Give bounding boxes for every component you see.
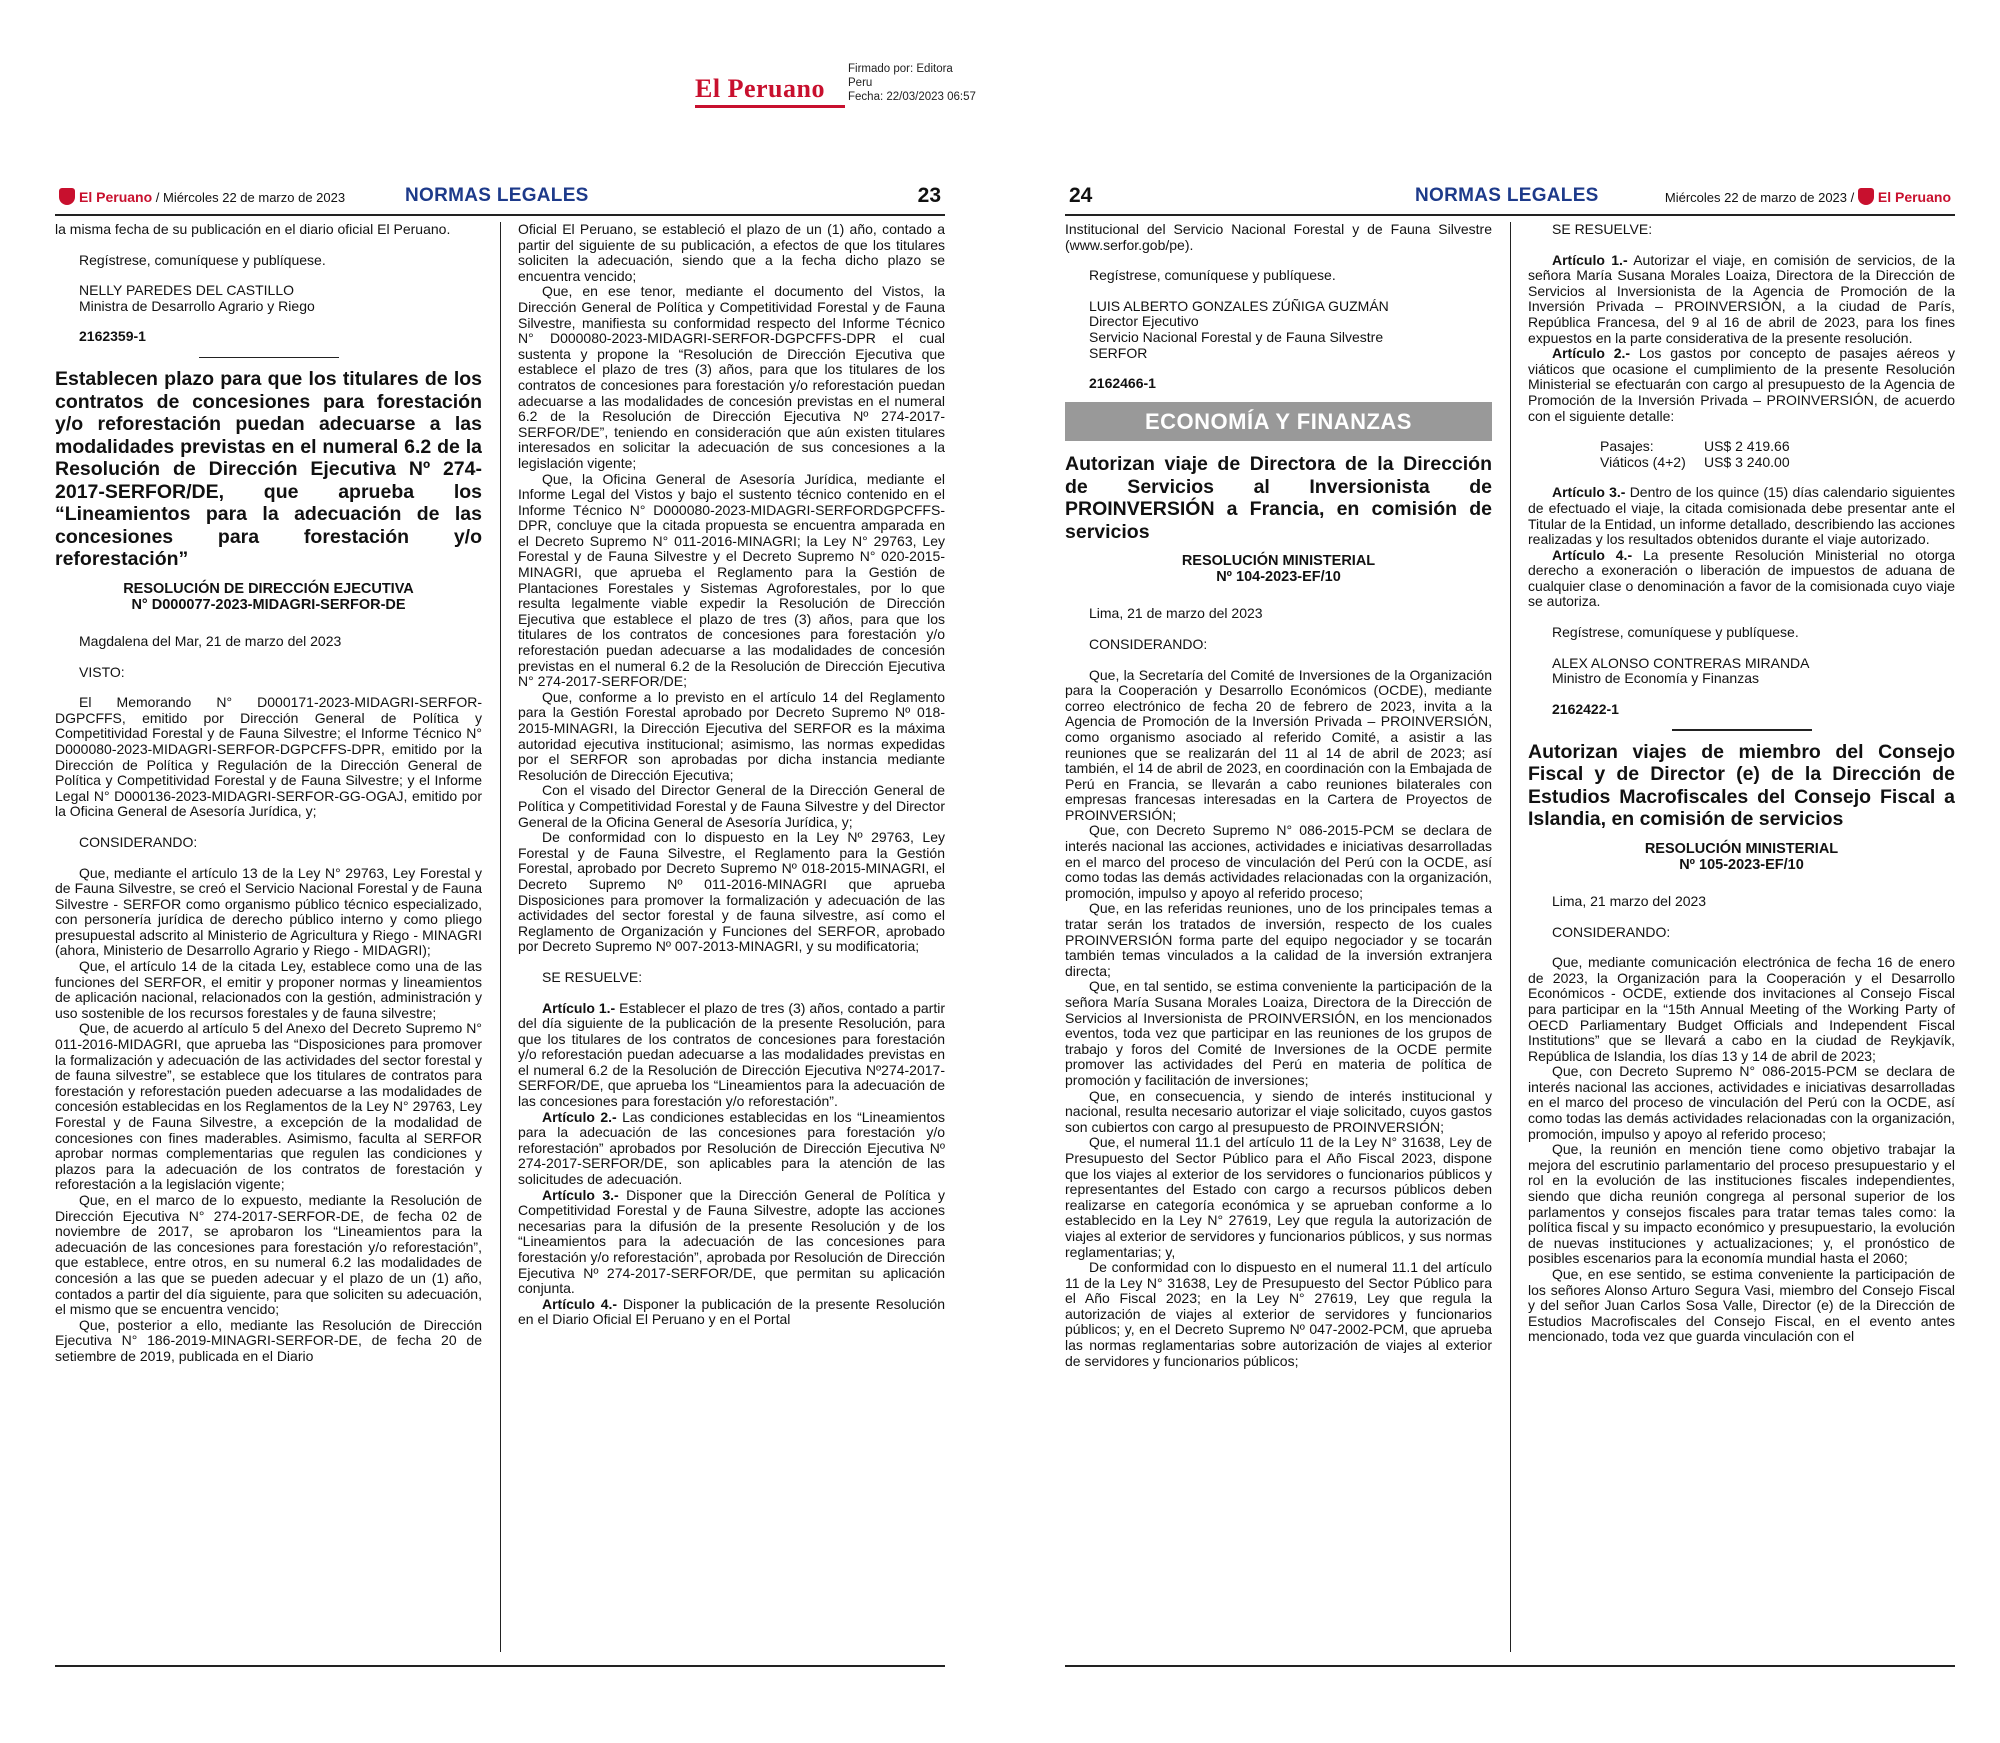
norm-title: Establecen plazo para que los titulares de los contratos de concesiones para forestación y/o reforestación puedan adecuarse a las modalidades previstas en el numeral 6.2 de la Resolución de Dirección Ejecutiva Nº 274-2017-SERFOR/DE, que aprueba los “Lineamientos para la adecuación de las concesiones para forestación y/o reforestación” — [55, 368, 482, 571]
paragraph: Que, de acuerdo al artículo 5 del Anexo del Decreto Supremo N° 011-2016-MIDAGRI, que aprueba las “Disposiciones para promover la formalización y adecuación de las actividades del sector forestal y de fauna silvestre”, se establece que los titulares de contratos para forestación y reforestación pueden adecuarse a las modalidades de concesión establecidas en los Reglamentos de la Ley N° 29763, Ley Forestal y de Fauna Silvestre, a excepción de la modalidad de concesiones con fines maderables. Asimismo, faculta al SERFOR aprobar normas complementarias que regulen las condiciones y plazos para la adecuación de los contratos de forestación y reforestación a la legislación vigente; — [55, 1020, 482, 1193]
signatory-name: ALEX ALONSO CONTRERAS MIRANDA — [1552, 654, 1810, 671]
paragraph: Que, en ese tenor, mediante el documento del Vistos, la Dirección General de Política y Competitividad Forestal y de Fauna Silvestre, manifiesta su conformidad respecto del Informe Técnico N° D000080-2023-MIDAGRI-SERFOR-DGPCFFS-DPR el cual sustenta y propone la “Resolución de Dirección Ejecutiva que establece el plazo de tres (3) años, para que los titulares de los contratos de concesiones para forestación y/o reforestación puedan adecuarse a las modalidades de concesión previstas en el numeral 6.2 de la Resolución de Dirección Ejecutiva Nº 274-2017-SERFOR/DE”, teniendo en consideración que aún existen titulares interesados en solicitar la adecuación de sus concesiones a la legislación vigente; — [518, 283, 945, 471]
cost-row: Viáticos (4+2) US$ 3 240.00 — [1600, 453, 1790, 470]
place-date: Lima, 21 de marzo del 2023 — [1089, 605, 1263, 622]
cost-row: Pasajes: US$ 2 419.66 — [1600, 438, 1790, 455]
el-peruano-logo: El Peruano — [695, 74, 825, 103]
paragraph: Que, mediante comunicación electrónica de fecha 16 de enero de 2023, la Organización para la Cooperación y el Desarrollo Económicos - OCDE, extiende dos invitaciones al Consejo Fiscal para participar en la “15th Annual Meeting of the Working Party of OECD Parliamentary Budget Officials and Independent Fiscal Institutions” que se llevará a cabo en la ciudad de Reykjavík, República de Islandia, los días 13 y 14 de abril de 2023; — [1528, 954, 1955, 1064]
paragraph: Que, la Secretaría del Comité de Inversiones de la Organización para la Cooperación y Desarrollo Económicos (OCDE), mediante correo electrónico de fecha 20 de febrero de 2023, invita a la Agencia de Promoción de la Inversión Privada – PROINVERSIÓN, como organismo asociado al referido Comité, a asistir a las reuniones que se realizarán del 11 al 14 de abril de 2023; así también, el 14 de abril de 2023, en coordinación con la Embajada de Perú en Francia, se llevarán a cabo reuniones bilaterales con empresas francesas interesadas en la Cartera de Proyectos de PROINVERSIÓN; — [1065, 666, 1492, 823]
paragraph: Que, en tal sentido, se estima conveniente la participación de la señora María Susana Morales Loaiza, Directora de la Dirección de Servicios al Inversionista de PROINVERSIÓN, en los mencionados eventos, toda vez que participar en las reuniones de los grupos de trabajo y foros del Comité de Inversiones de la OCDE permite promover las actividades del Perú en materia de política de promoción y facilitación de inversiones; — [1065, 978, 1492, 1088]
digital-signature-stamp — [695, 62, 1035, 112]
paragraph: De conformidad con lo dispuesto en el numeral 11.1 del artículo 11 de la Ley N° 31638, Ley de Presupuesto del Sector Público para el Año Fiscal 2023; en la Ley N° 27619, Ley que regula la autorización de viajes al exterior de servidores y funcionarios públicos; y, en el Decreto Supremo Nº 047-2002-PCM, que aprueba las normas reglamentarias sobre autorización de viajes al exterior de servidores y funcionarios públicos; — [1065, 1259, 1492, 1369]
page-24 — [1065, 182, 1955, 1667]
resuelve-label: SE RESUELVE: — [542, 968, 643, 985]
signatory-title: Ministro de Economía y Finanzas — [1552, 670, 1759, 687]
paragraph: De conformidad con lo dispuesto en la Ley Nº 29763, Ley Forestal y de Fauna Silvestre, el Reglamento para la Gestión Forestal, aprobado por Decreto Supremo Nº 018-2015-MINAGRI, el Decreto Supremo Nº 011-2016-MINAGRI que aprueba Disposiciones para promover la formalización y adecuación de las actividades del sector forestal y de fauna silvestre, así como el Reglamento de Organización y Funciones del SERFOR, aprobado por Decreto Supremo Nº 007-2013-MINAGRI, y su modificatoria; — [518, 829, 945, 955]
section-title: NORMAS LEGALES — [1415, 185, 1599, 206]
signatory-name: LUIS ALBERTO GONZALES ZÚÑIGA GUZMÁN — [1089, 297, 1389, 314]
resuelve-label: SE RESUELVE: — [1552, 222, 1653, 237]
paragraph: Que, la Oficina General de Asesoría Jurídica, mediante el Informe Legal del Vistos y bajo el sustento técnico contenido en el Informe Técnico N° D000080-2023-MIDAGRI-SERFORDGPCFFS-DPR, concluye que la citada propuesta se encuentra amparada en el Decreto Supremo N° 011-2016-MINAGRI; la Ley N° 29763, Ley Forestal y de Fauna Silvestre y el Decreto Supremo N° 020-2015-MINAGRI, que aprueba el Reglamento para la Gestión de Plantaciones Forestales y Sistemas Agroforestales, por lo que resulta legalmente viable expedir la Resolución de Dirección Ejecutiva que establece el plazo de tres (3) años, para que los titulares de los contratos de concesiones para forestación y/o reforestación puedan adecuarse a las modalidades de concesión previstas en el numeral 6.2 de la Resolución de Dirección Ejecutiva N° 274-2017-SERFOR/DE; — [518, 470, 945, 690]
article-3: Artículo 3.- Disponer que la Dirección General de Política y Competitividad Forestal y de Fauna Silvestre, adopte las acciones necesarias para la difusión de la presente Resolución y de los “Lineamientos para la adecuación de las concesiones para forestación y/o reforestación”, aprobada por Resolución de Dirección Ejecutiva Nº 274-2017-SERFOR/DE, que permitan su aplicación conjunta. — [518, 1186, 945, 1297]
paragraph: Oficial El Peruano, se estableció el plazo de un (1) año, contado a partir del siguiente de su publicación, a efectos de que los titulares soliciten la adecuación, siendo que a la fecha dicho plazo se encuentra vencido; — [518, 222, 945, 284]
closing-formula: Regístrese, comuníquese y publíquese. — [1552, 624, 1799, 641]
paragraph: Que, la reunión en mención tiene como objetivo trabajar la mejora del escrutinio parlamentario del proceso presupuestario y el rol en la evolución de las instituciones fiscales independientes, siendo que dicha reunión congrega al personal superior de los parlamentos y consejos fiscales para tratar temas tales como: la política fiscal y su impacto económico y presupuestario, la evolución de nuevas instituciones y actualizaciones; y, el pronóstico de posibles escenarios para la economía mundial hasta el 2060; — [1528, 1141, 1955, 1267]
paragraph: la misma fecha de su publicación en el diario oficial El Peruano. — [55, 222, 451, 237]
signed-date: Fecha: 22/03/2023 06:57 — [848, 91, 976, 103]
signatory-title: Director Ejecutivo — [1089, 313, 1199, 330]
page-bottom-rule — [55, 1665, 945, 1667]
page-23 — [55, 182, 945, 1667]
resolution-heading: RESOLUCIÓN MINISTERIAL Nº 105-2023-EF/10 — [1644, 840, 1839, 873]
signatory-title: Ministra de Desarrollo Agrario y Riego — [79, 297, 315, 314]
page-number: 24 — [1069, 184, 1093, 207]
norm-code: 2162466-1 — [1089, 375, 1156, 392]
header-brand: Miércoles 22 de marzo de 2023 / El Peruano — [1664, 189, 1951, 205]
paragraph: Que, en consecuencia, y siendo de interés institucional y nacional, resulta necesario autorizar el viaje solicitado, cuyos gastos son cubiertos con cargo al presupuesto de PROINVERSIÓN; — [1065, 1087, 1492, 1135]
article-4: Artículo 4.- La presente Resolución Ministerial no otorga derecho a exoneración o liberación de impuestos de aduana de cualquier clase o denominación a favor de la comisionada cuyo viaje se autoriza. — [1528, 546, 1955, 610]
page-bottom-rule — [1065, 1665, 1955, 1667]
norm-code: 2162359-1 — [79, 328, 146, 345]
paragraph: Que, el artículo 14 de la citada Ley, establece como una de las funciones del SERFOR, el emitir y proponer normas y lineamientos de aplicación nacional, relacionados con la gestión, administración y uso sostenible de los recursos forestales y de fauna silvestre; — [55, 958, 482, 1021]
column-separator — [500, 222, 501, 1652]
considerando-label: CONSIDERANDO: — [1552, 923, 1671, 940]
paragraph: Que, en ese sentido, se estima conveniente la participación de los señores Alonso Arturo Segura Vasi, miembro del Consejo Fiscal y del señor Juan Carlos Sosa Valle, Director (e) de la Dirección de Estudios Macrofiscales del Consejo Fiscal, en el evento antes mencionado, toda vez que guarda vinculación con el — [1528, 1266, 1955, 1345]
closing-formula: Regístrese, comuníquese y publíquese. — [1089, 267, 1336, 284]
place-date: Magdalena del Mar, 21 de marzo del 2023 — [79, 632, 342, 649]
resolution-heading: RESOLUCIÓN DE DIRECCIÓN EJECUTIVA N° D000077-2023-MIDAGRI-SERFOR-DE — [123, 580, 414, 613]
column-separator — [1510, 222, 1511, 1652]
considerando-label: CONSIDERANDO: — [79, 833, 198, 850]
paragraph: Que, el numeral 11.1 del artículo 11 de la Ley N° 31638, Ley de Presupuesto del Sector Público para el Año Fiscal 2023, dispone que los viajes al exterior de los servidores o funcionarios públicos y representantes del Estado con cargo a recursos públicos deben realizarse en categoría económica y se aprueban conforme a lo establecido en la Ley N° 27619, Ley que regula la autorización de viajes al exterior de servidores y funcionarios públicos, y sus normas reglamentarias; y, — [1065, 1134, 1492, 1260]
visto-label: VISTO: — [79, 663, 125, 680]
signature-info — [848, 62, 976, 104]
paragraph: Que, en las referidas reuniones, uno de los principales temas a tratar serán los tratados de inversión, respecto de los cuales PROINVERSIÓN forma parte del equipo negociador y se tocarán también temas vinculados a la calidad de la inversión extranjera directa; — [1065, 900, 1492, 979]
article-3: Artículo 3.- Dentro de los quince (15) días calendario siguientes de efectuado el viaje, la citada comisionada debe presentar ante el Titular de la Entidad, un informe detallado, describiendo las acciones realizadas y los resultados obtenidos durante el viaje autorizado. — [1528, 484, 1955, 548]
paragraph: El Memorando N° D000171-2023-MIDAGRI-SERFOR-DGPCFFS, emitido por Dirección General de Política y Competitividad Forestal y de Fauna Silvestre; el Informe Técnico N° D000080-2023-MIDAGRI-SERFOR-DGPCFFS-DPR, emitido por la Dirección de Política y Regulación de la Dirección General de Política y Competitividad Forestal y de Fauna Silvestre; y el Informe Legal N° D000136-2023-MIDAGRI-SERFOR-GG-OGAJ, emitido por la Oficina General de Asesoría Jurídica, y; — [55, 694, 482, 820]
peru-shield-icon — [59, 188, 75, 205]
paragraph: Que, en el marco de lo expuesto, mediante la Resolución de Dirección Ejecutiva N° 274-2017-SERFOR-DE, de fecha 02 de noviembre de 2017, se aprobaron los “Lineamientos para la adecuación de las concesiones para forestación y/o reforestación”, que establece, entre otros, en su numeral 6.2 las modalidades de concesión a las que se pueden adecuar y el plazo de un (1) año, contados a partir del día siguiente, para que soliciten su adecuación, el mismo que se encuentra vencido; — [55, 1191, 482, 1318]
paragraph: Que, mediante el artículo 13 de la Ley N° 29763, Ley Forestal y de Fauna Silvestre, se creó el Servicio Nacional Forestal y de Fauna Silvestre - SERFOR como organismo público técnico especializado, con personería jurídica de derecho público interno y como pliego presupuestal adscrito al Ministerio de Agricultura y Riego - MINAGRI (ahora, Ministerio de Desarrollo Agrario y Riego - MIDAGRI); — [55, 864, 482, 959]
page-header — [1065, 182, 1955, 216]
signed-country: Peru — [848, 77, 873, 89]
signatory-title: Servicio Nacional Forestal y de Fauna Silvestre — [1089, 328, 1384, 345]
signatory-name: NELLY PAREDES DEL CASTILLO — [79, 282, 295, 299]
paragraph: Institucional del Servicio Nacional Forestal y de Fauna Silvestre (www.serfor.gob/pe). — [1065, 222, 1492, 253]
place-date: Lima, 21 marzo del 2023 — [1552, 892, 1707, 909]
logo-underline — [695, 105, 845, 108]
signed-by: Firmado por: Editora — [848, 63, 953, 75]
page-number: 23 — [917, 184, 941, 207]
column-1 — [1065, 222, 1492, 1652]
separator-rule — [1672, 729, 1812, 731]
article-2: Artículo 2.- Los gastos por concepto de pasajes aéreos y viáticos que ocasione el cumplimiento de la presente Resolución Ministerial se efectuarán con cargo al presupuesto de la Agencia de Promoción de la Inversión Privada – PROINVERSIÓN, de acuerdo con el siguiente detalle: — [1528, 345, 1955, 424]
paragraph: Que, con Decreto Supremo N° 086-2015-PCM se declara de interés nacional las acciones, actividades e iniciativas desarrolladas en el marco del proceso de vinculación del Perú con la OCDE, así como todas las demás actividades relacionadas con la organización, promoción, impulso y apoyo al referido proceso; — [1528, 1063, 1955, 1142]
article-1: Artículo 1.- Establecer el plazo de tres (3) años, contado a partir del día siguiente de la publicación de la presente Resolución, para que los titulares de los contratos de concesiones para forestación y/o reforestación puedan adecuarse a las modalidades previstas en el numeral 6.2 de la Resolución de Dirección Ejecutiva Nº274-2017-SERFOR/DE, que aprueba los “Lineamientos para la adecuación de las concesiones para forestación y/o reforestación”. — [518, 999, 945, 1110]
paragraph: Que, con Decreto Supremo N° 086-2015-PCM se declara de interés nacional las acciones, actividades e iniciativas desarrolladas en el marco del proceso de vinculación del Perú con la OCDE, así como todas las demás actividades relacionadas con la organización, promoción, impulso y apoyo al referido proceso; — [1065, 822, 1492, 901]
peru-shield-icon — [1858, 188, 1874, 205]
paragraph: Con el visado del Director General de la Dirección General de Política y Competitividad Forestal y de Fauna Silvestre y del Director General de la Oficina General de Asesoría Jurídica, y; — [518, 782, 945, 830]
paragraph: Que, conforme a lo previsto en el artículo 14 del Reglamento para la Gestión Forestal aprobado por Decreto Supremo Nº 018-2015-MINAGRI, la Dirección Ejecutiva del SERFOR es la máxima autoridad ejecutiva institucional; asimismo, las normas expedidas por el SERFOR son aprobadas por dicha instancia mediante Resolución de Dirección Ejecutiva; — [518, 688, 945, 783]
article-1: Artículo 1.- Autorizar el viaje, en comisión de servicios, de la señora María Susana Morales Loaiza, Directora de la Dirección de Servicios al Inversionista de la Agencia de Promoción de la Inversión Privada – PROINVERSIÓN, a la ciudad de París, República Francesa, del 9 al 16 de abril de 2023, para los fines expuestos en la parte considerativa de la presente resolución. — [1528, 251, 1955, 346]
norm-title: Autorizan viajes de miembro del Consejo Fiscal y de Director (e) de la Dirección de Estudios Macrofiscales del Consejo Fiscal a Islandia, en comisión de servicios — [1528, 740, 1955, 831]
resolution-heading: RESOLUCIÓN MINISTERIAL Nº 104-2023-EF/10 — [1181, 553, 1376, 586]
sector-banner: ECONOMÍA Y FINANZAS — [1065, 402, 1492, 442]
column-2 — [1528, 222, 1955, 1652]
header-brand: El Peruano / Miércoles 22 de marzo de 2023 — [59, 188, 345, 205]
considerando-label: CONSIDERANDO: — [1089, 635, 1208, 652]
norm-title: Autorizan viaje de Directora de la Dirección de Servicios al Inversionista de PROINVERSIÓN a Francia, en comisión de servicios — [1065, 453, 1492, 543]
separator-rule — [199, 357, 339, 359]
column-2 — [518, 222, 945, 1652]
article-4: Artículo 4.- Disponer la publicación de la presente Resolución en el Diario Oficial El Peruano y en el Portal — [518, 1295, 945, 1328]
article-2: Artículo 2.- Las condiciones establecidas en los “Lineamientos para la adecuación de las concesiones para forestación y/o reforestación” aprobados por Resolución de Dirección Ejecutiva Nº 274-2017-SERFOR/DE, son aplicables para la atención de las solicitudes de adecuación. — [518, 1108, 945, 1188]
closing-formula: Regístrese, comuníquese y publíquese. — [79, 251, 326, 268]
norm-code: 2162422-1 — [1552, 700, 1619, 717]
signatory-title: SERFOR — [1089, 344, 1148, 361]
page-header — [55, 182, 945, 216]
section-title: NORMAS LEGALES — [405, 185, 589, 206]
paragraph: Que, posterior a ello, mediante las Resolución de Dirección Ejecutiva N° 186-2019-MINAGRI-SERFOR-DE, de fecha 20 de setiembre de 2019, publicada en el Diario — [55, 1316, 482, 1364]
column-1 — [55, 222, 482, 1652]
